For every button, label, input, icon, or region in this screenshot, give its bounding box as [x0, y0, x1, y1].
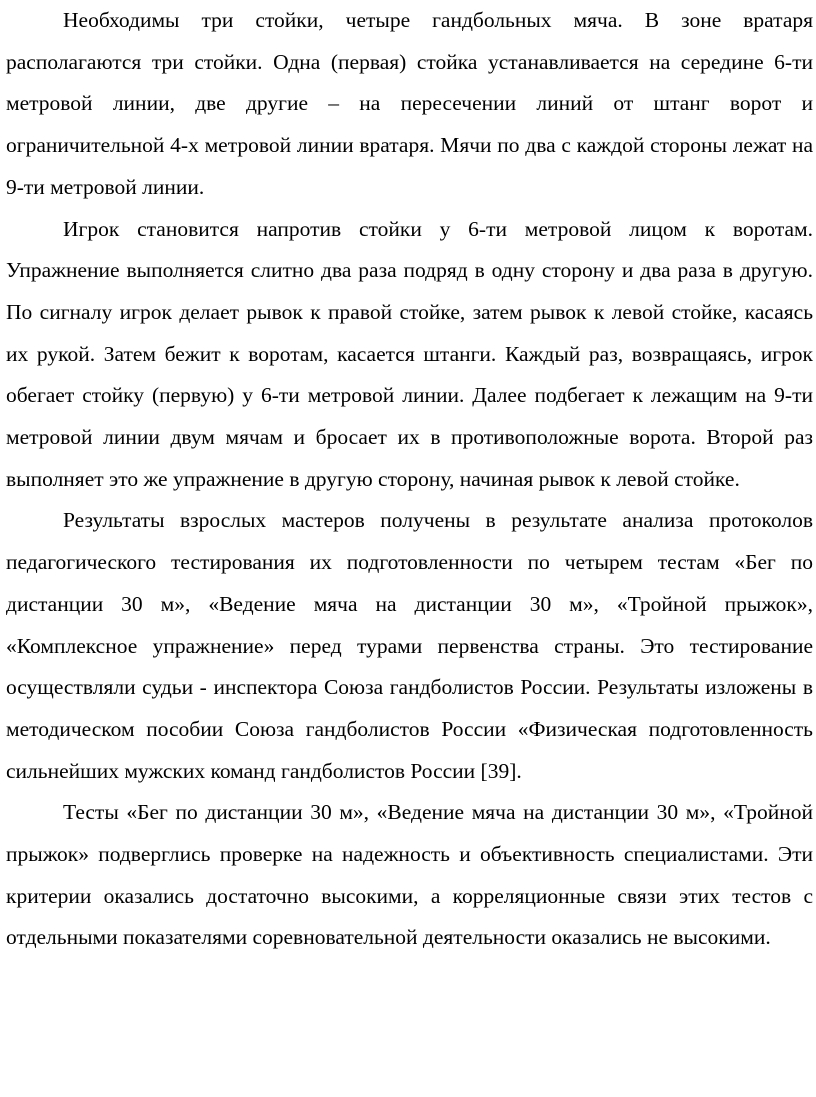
document-page: [6, 0, 813, 959]
paragraph-exercise-procedure: Игрок становится напротив стойки у 6-ти метровой лицом к воротам. Упражнение выполняется слитно два раза подряд в одну сторону и два раза в другую. По сигналу игрок делает рывок к правой стойке, затем рывок к левой стойке, касаясь их рукой. Затем бежит к воротам, касается штанги. Каждый раз, возвращаясь, игрок обегает стойку (первую) у 6-ти метровой линии. Далее подбегает к лежащим на 9-ти метровой линии двум мячам и бросает их в противоположные ворота. Второй раз выполняет это же упражнение в другую сторону, начиная рывок к левой стойке.: [6, 216, 813, 491]
paragraph-results-source: Результаты взрослых мастеров получены в результате анализа протоколов педагогического тестирования их подготовленности по четырем тестам «Бег по дистанции 30 м», «Ведение мяча на дистанции 30 м», «Тройной прыжок», «Комплексное упражнение» перед турами первенства страны. Это тестирование осуществляли судьи - инспектора Союза гандболистов России. Результаты изложены в методическом пособии Союза гандболистов России «Физическая подготовленность сильнейших мужских команд гандболистов России [39].: [6, 508, 813, 783]
paragraph-equipment: Необходимы три стойки, четыре гандбольных мяча. В зоне вратаря располагаются три стойки. Одна (первая) стойка устанавливается на середине 6-ти метровой линии, две другие – на пересечении линий от штанг ворот и ограничительной 4-х метровой линии вратаря. Мячи по два с каждой стороны лежат на 9-ти метровой линии.: [6, 8, 813, 199]
paragraph-test-reliability: Тесты «Бег по дистанции 30 м», «Ведение мяча на дистанции 30 м», «Тройной прыжок» подверглись проверке на надежность и объективность специалистами. Эти критерии оказались достаточно высокими, а корреляционные связи этих тестов с отдельными показателями соревновательной деятельности оказались не высокими.: [6, 800, 813, 950]
